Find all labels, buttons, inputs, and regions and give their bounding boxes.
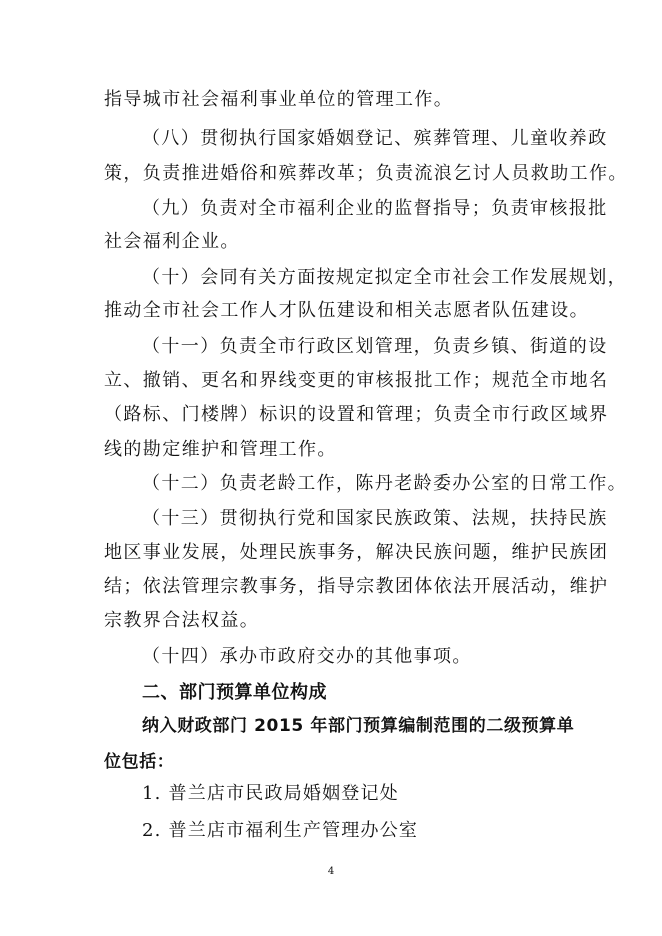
paragraph-line: 结；依法管理宗教事务，指导宗教团体依法开展活动，维护 xyxy=(104,576,609,597)
paragraph-line: 指导城市社会福利事业单位的管理工作。 xyxy=(104,89,454,110)
bold-paragraph-line: 纳入财政部门 2015 年部门预算编制范围的二级预算单 xyxy=(142,716,575,736)
paragraph-line: 推动全市社会工作人才队伍建设和相关志愿者队伍建设。 xyxy=(104,300,589,321)
paragraph-line: （十二）负责老龄工作，陈丹老龄委办公室的日常工作。 xyxy=(142,473,627,494)
paragraph-line: （八）贯彻执行国家婚姻登记、殡葬管理、儿童收养政 xyxy=(142,128,608,149)
paragraph-line: （十三）贯彻执行党和国家民族政策、法规，扶持民族 xyxy=(142,508,608,529)
section-heading: 二、部门预算单位构成 xyxy=(142,682,327,703)
paragraph-line: 立、撤销、更名和界线变更的审核报批工作；规范全市地名 xyxy=(104,370,609,391)
bold-paragraph-line: 位包括： xyxy=(104,752,175,772)
paragraph-line: 宗教界合法权益。 xyxy=(104,610,260,631)
paragraph-line: 策，负责推进婚俗和殡葬改革；负责流浪乞讨人员救助工作。 xyxy=(104,163,628,184)
paragraph-line: 地区事业发展，处理民族事务，解决民族问题，维护民族团 xyxy=(104,542,609,563)
list-item: 1. 普兰店市民政局婚姻登记处 xyxy=(142,783,399,804)
paragraph-line: 社会福利企业。 xyxy=(104,231,240,252)
paragraph-line: （九）负责对全市福利企业的监督指导；负责审核报批 xyxy=(142,198,608,219)
paragraph-line: （十四）承办市政府交办的其他事项。 xyxy=(142,646,472,667)
paragraph-line: 线的勘定维护和管理工作。 xyxy=(104,439,337,460)
paragraph-line: （十）会同有关方面按规定拟定全市社会工作发展规划， xyxy=(142,267,627,288)
list-item: 2. 普兰店市福利生产管理办公室 xyxy=(142,820,419,841)
paragraph-line: （十一）负责全市行政区划管理，负责乡镇、街道的设 xyxy=(142,336,608,357)
page-number: 4 xyxy=(327,866,335,877)
paragraph-line: （路标、门楼牌）标识的设置和管理；负责全市行政区域界 xyxy=(104,404,609,425)
